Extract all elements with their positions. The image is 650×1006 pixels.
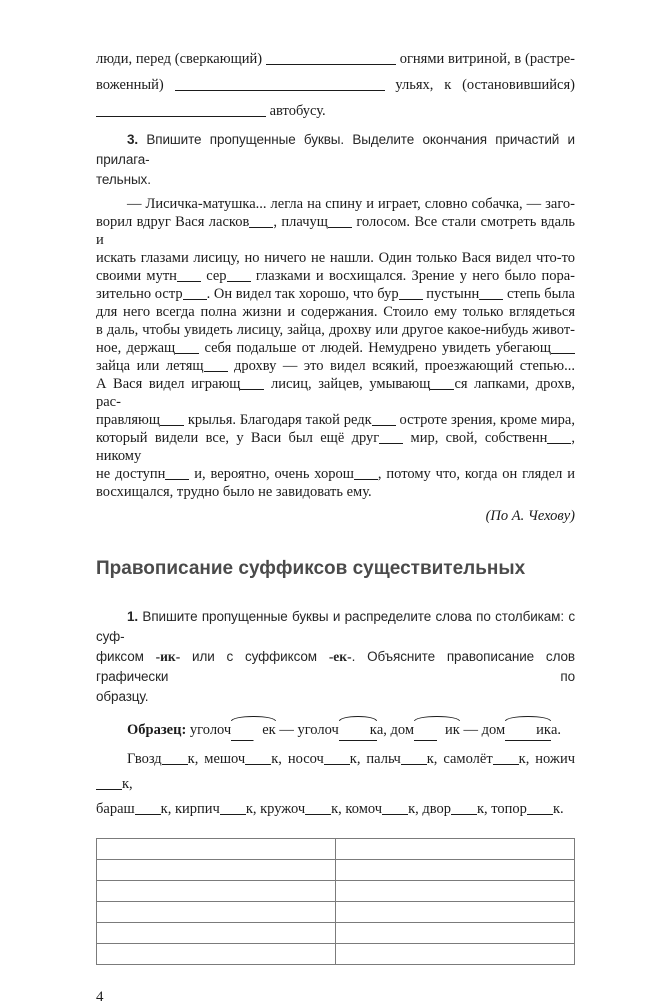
text-line (96, 249, 575, 267)
blank-line (527, 802, 553, 815)
text-line (96, 687, 575, 707)
text-segment: , потому что, когда он глядел и (377, 466, 575, 482)
text-segment: искать глазами лисицу, но ничего не нашли. Один только Вася видел что-то (96, 250, 575, 266)
blank-line (401, 752, 427, 765)
table-row (97, 944, 575, 965)
text-segment: или с суффиксом (180, 649, 329, 664)
text-segment: зайца или летящ (96, 358, 204, 374)
blank-line (160, 413, 184, 426)
text-segment: люди, перед (сверкающий) (96, 51, 266, 67)
sample-line (96, 719, 575, 741)
blank-line (430, 377, 454, 390)
text-segment: к, топор (476, 801, 527, 817)
text-segment: ик (505, 719, 551, 741)
text-line (96, 465, 575, 483)
section-heading: Правописание суффиксов существительных (96, 558, 526, 579)
text-segment: ек (231, 719, 275, 741)
text-segment: , плачущ (273, 214, 328, 230)
text-line (96, 170, 575, 190)
text-segment: не доступн (96, 466, 166, 482)
blank-line (165, 467, 189, 480)
text-line (96, 607, 575, 647)
text-segment: А Вася видел играющ (96, 376, 241, 392)
text-segment: образцу. (96, 689, 149, 704)
table-cell (336, 902, 575, 923)
table-row (97, 881, 575, 902)
table-cell (336, 881, 575, 902)
blank-line (249, 215, 273, 228)
blank-line (354, 467, 378, 480)
text-segment: и, вероятно, очень хорош (189, 466, 354, 482)
text-segment: — уголоч (275, 722, 339, 738)
table-row (97, 839, 575, 860)
text-line (96, 483, 575, 501)
blank-line (379, 431, 403, 444)
blank-line (175, 341, 199, 354)
text-segment: воженный) (96, 77, 175, 93)
blank-line (305, 802, 331, 815)
text-segment: остроте зрения, кроме мира, (395, 412, 575, 428)
text-segment: ся лапками, дрохв, рас- (96, 376, 575, 410)
blank-line (547, 431, 571, 444)
page-number: 4 (96, 989, 104, 1005)
text-segment: . Он видел так хорошо, что бур (206, 286, 399, 302)
text-segment: к, мешоч (187, 751, 246, 767)
text-line (96, 213, 575, 249)
text-segment: зительно остр (96, 286, 183, 302)
table-row (97, 923, 575, 944)
blank-line (551, 341, 575, 354)
text-segment: к. (552, 801, 564, 817)
blank-line (266, 52, 396, 65)
exercise3-passage (96, 195, 575, 501)
blank-line (96, 777, 122, 790)
text-segment: бараш (96, 801, 135, 817)
text-segment: Образец: (127, 722, 187, 738)
text-line (96, 303, 575, 321)
text-segment: себя подальше от людей. Немудрено увидеть убегающ (199, 340, 551, 356)
text-segment: к, двор (408, 801, 451, 817)
text-segment: пустынн (422, 286, 480, 302)
text-segment: 1. (127, 609, 139, 624)
text-segment: восхищался, трудно было не завидовать ему. (96, 484, 372, 500)
text-line (96, 72, 575, 98)
text-line (96, 130, 575, 170)
blank-line (240, 377, 264, 390)
text-segment: в даль, чтобы увидеть лисицу, зайца, дрохву или другое какое-нибудь живот- (96, 322, 575, 338)
text-segment: 3. (127, 132, 139, 147)
text-segment: сер (200, 268, 227, 284)
text-segment: автобусу. (266, 103, 326, 119)
attribution: (По А. Чехову) (485, 508, 575, 524)
text-segment: своими мутн (96, 268, 177, 284)
text-line (96, 647, 575, 687)
table-cell (97, 860, 336, 881)
text-segment: -ик- (155, 649, 181, 664)
table-row (97, 902, 575, 923)
exercise3-instruction (96, 130, 575, 190)
text-line (96, 375, 575, 411)
text-segment: крылья. Благодаря такой редк (184, 412, 372, 428)
blank-line (324, 752, 350, 765)
blank-line (382, 802, 408, 815)
word-list (96, 747, 575, 822)
text-segment: к, пальч (349, 751, 401, 767)
text-segment: Впишите пропущенные буквы. Выделите окончания причастий и прилага- (96, 132, 575, 167)
text-line (96, 339, 575, 357)
text-segment: дрохву — это видел всякий, проезжающий степью... (227, 358, 575, 374)
text-segment: уголоч (186, 722, 232, 738)
blank-line (183, 287, 207, 300)
text-segment: -ек- (328, 649, 352, 664)
blank-line (135, 802, 161, 815)
table-cell (336, 944, 575, 965)
text-segment: тельных. (96, 172, 151, 187)
text-segment: ульях, к (остановившийся) (384, 77, 575, 93)
text-line (96, 195, 575, 213)
text-segment: Впишите пропущенные буквы и распределите слова по столбикам: с суф- (96, 609, 575, 644)
text-segment: а. (550, 722, 562, 738)
text-line (96, 357, 575, 375)
text-segment: ворил вдруг Вася ласков (96, 214, 250, 230)
text-line (96, 285, 575, 303)
exercise1-instruction (96, 607, 575, 707)
table-cell (336, 839, 575, 860)
blank-line (177, 269, 201, 282)
text-segment: степь была (503, 286, 575, 302)
table-cell (97, 881, 336, 902)
text-segment: — Лисичка-матушка... легла на спину и играет, словно собачка, — заго- (127, 196, 575, 212)
blank-line (227, 269, 251, 282)
table-cell (97, 923, 336, 944)
text-segment: огнями витриной, в (растре- (395, 51, 575, 67)
text-line (96, 747, 575, 797)
text-segment: а, дом (376, 722, 415, 738)
text-line (96, 46, 575, 72)
text-line (96, 267, 575, 285)
text-segment: для него всегда полна жизни и содержания. Стоило ему только вглядеться (96, 304, 575, 320)
answer-table (96, 838, 575, 965)
text-segment: правляющ (96, 412, 161, 428)
text-segment: к, (122, 776, 133, 792)
text-segment: Гвозд (127, 751, 162, 767)
blank-line (451, 802, 477, 815)
table-row (97, 860, 575, 881)
blank-line (479, 287, 503, 300)
text-segment: ик (414, 719, 460, 741)
text-segment: голосом. Все стали смотреть вдаль и (96, 214, 575, 248)
table-cell (336, 923, 575, 944)
blank-line (493, 752, 519, 765)
table-cell (97, 839, 336, 860)
text-segment: к, носоч (271, 751, 324, 767)
text-segment: — дом (459, 722, 506, 738)
text-line (96, 429, 575, 465)
text-line (96, 411, 575, 429)
text-segment: к, ножич (518, 751, 575, 767)
text-segment: который видели все, у Васи был ещё друг (96, 430, 380, 446)
text-line (96, 321, 575, 339)
text-segment: к, кирпич (160, 801, 220, 817)
text-segment: к, самолёт (426, 751, 493, 767)
table-cell (336, 860, 575, 881)
text-segment: , никому (96, 430, 575, 464)
blank-line (399, 287, 423, 300)
text-segment: к, комоч (331, 801, 383, 817)
text-segment: фиксом (96, 649, 156, 664)
text-segment: к (339, 719, 377, 741)
table-cell (97, 902, 336, 923)
text-line (96, 797, 575, 822)
text-line (96, 719, 575, 741)
blank-line (328, 215, 352, 228)
text-segment: ное, держащ (96, 340, 176, 356)
text-segment: мир, свой, собственн (403, 430, 548, 446)
text-segment: к, кружоч (245, 801, 306, 817)
blank-line (220, 802, 246, 815)
blank-line (96, 104, 266, 117)
text-line (96, 98, 575, 124)
text-segment: . Объясните правописание слов графически по (96, 649, 575, 684)
text-segment: лисиц, зайцев, умывающ (264, 376, 431, 392)
blank-line (162, 752, 188, 765)
blank-line (245, 752, 271, 765)
text-segment: глазками и восхищался. Зрение у него было пора- (250, 268, 575, 284)
blank-line (204, 359, 228, 372)
intro-paragraph (96, 46, 575, 124)
blank-line (175, 78, 385, 91)
blank-line (372, 413, 396, 426)
table-cell (97, 944, 336, 965)
